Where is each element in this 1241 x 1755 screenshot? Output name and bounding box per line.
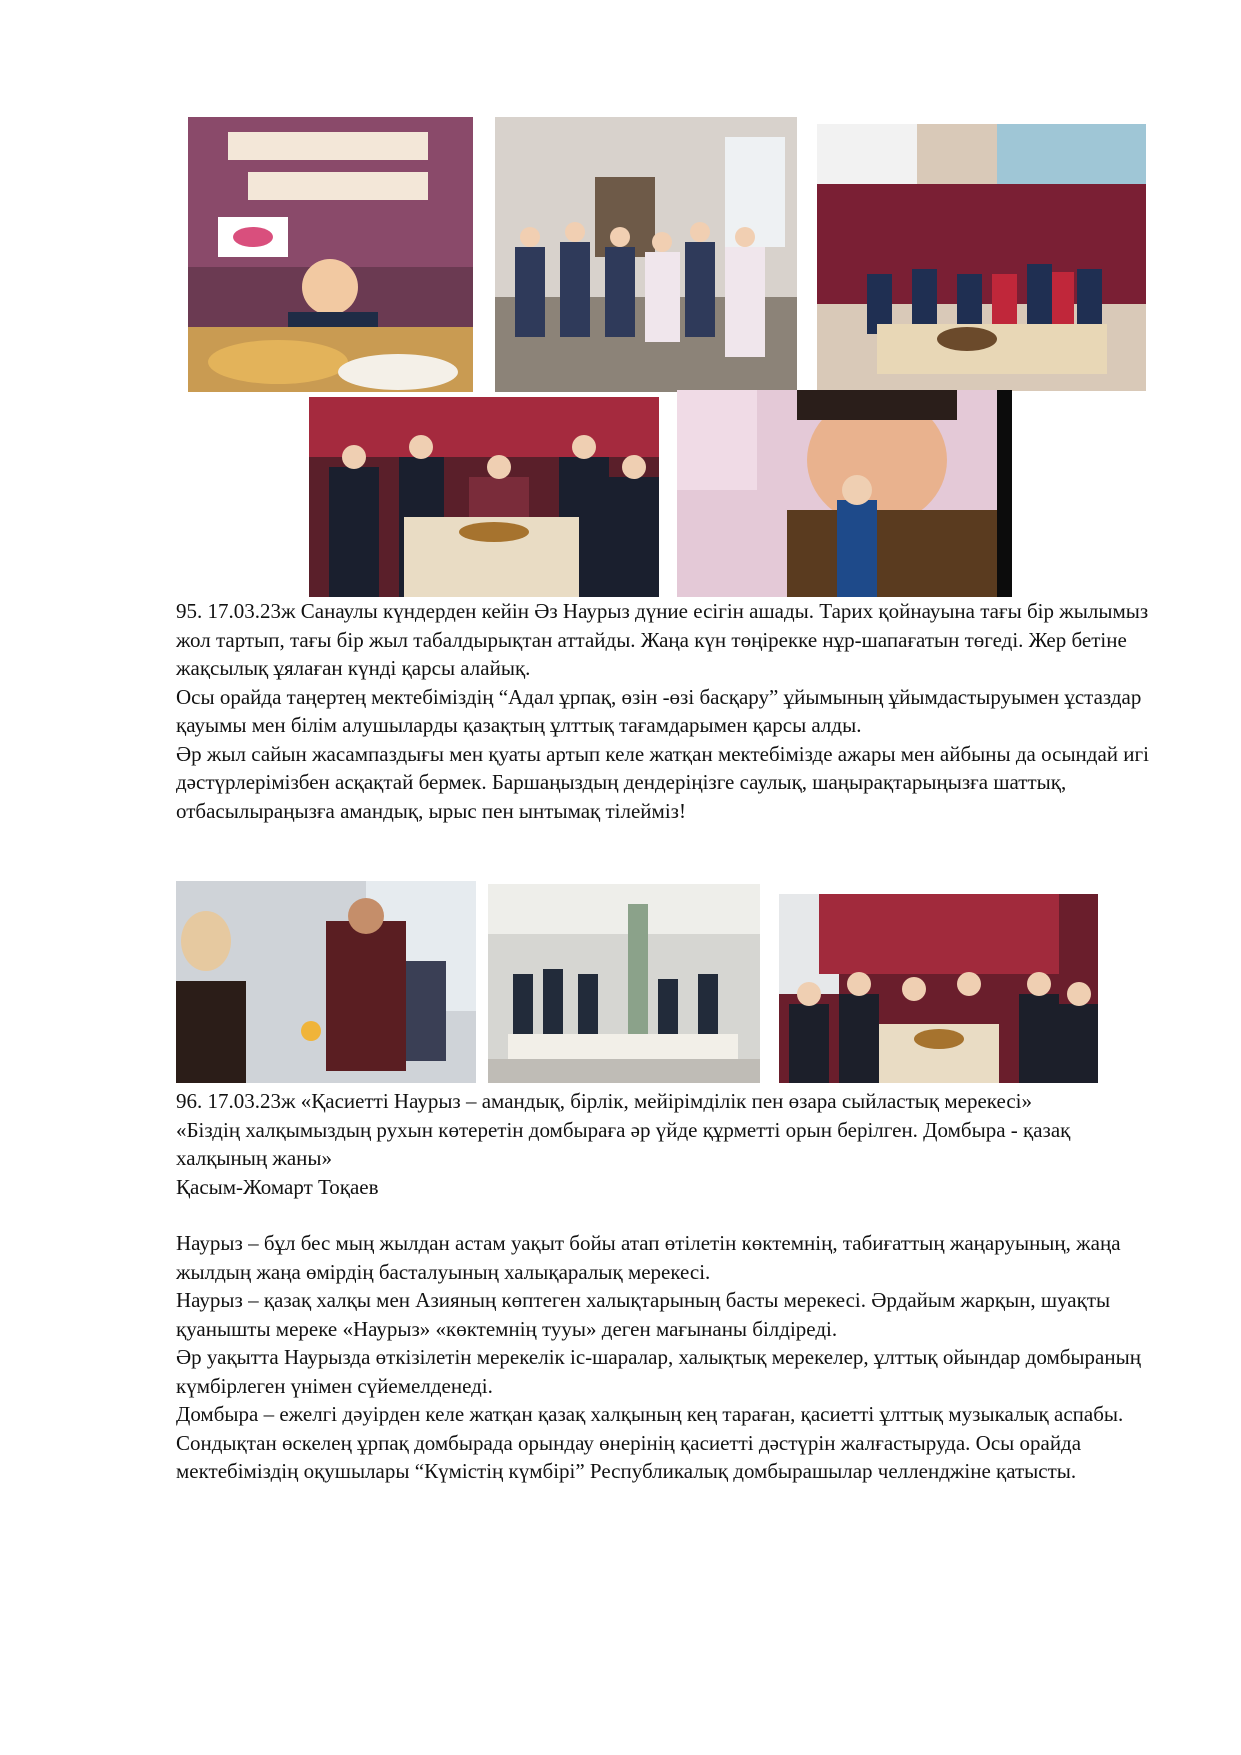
paragraph: Әр жыл сайын жасампаздығы мен қуаты артып келе жатқан мектебімізде ажары мен айбыны да осындай игі дәстүрлерімізбен асқақтай бермек. Баршаңыздың дендеріңізге саулық, шаңырақтарыңызға шаттық, отбасылыраңызға амандық, ырыс пен ынтымақ тілейміз! (176, 741, 1149, 823)
quote-author: Қасым-Жомарт Тоқаев (176, 1174, 379, 1199)
paragraph: Осы орайда таңертең мектебіміздің “Адал ұрпақ, өзін -өзі басқару” ұйымының ұйымдастыруымен ұстаздар қауымы мен білім алушыларды қазақтың ұлттық тағамдарымен қарсы алды. (176, 684, 1142, 737)
photo-children-in-hall (495, 117, 797, 392)
photo-group-yurt-decor (817, 124, 1146, 391)
photo-boy-with-food (188, 117, 473, 392)
paragraph: 96. 17.03.23ж «Қасиетті Наурыз – амандық, бірлік, мейірімділік пен өзара сыйластық мерекесі» (176, 1089, 1032, 1113)
photo-students-yurt (779, 894, 1098, 1083)
photo-man-greeting (176, 881, 476, 1083)
photo-boy-portrait-poster (677, 390, 1012, 597)
paragraph: Наурыз – қазақ халқы мен Азияның көптеген халықтарының басты мерекесі. Әрдайым жарқын, шуақты қуанышты мереке «Наурыз» «көктемнің тууы» деген мағынаны білдіреді. (176, 1288, 1111, 1341)
paragraph: Сондықтан өскелең ұрпақ домбырада орындау өнерінің қасиетті дәстүрін жалғастыруда. Осы орайда мектебіміздің оқушылары “Күмістің күмбірі” Республикалық домбырашылар челленджіне қатысты. (176, 1430, 1082, 1483)
photo-school-hallway (488, 884, 760, 1083)
blank-line (176, 1201, 1156, 1229)
quote: «Біздің халқымыздың рухын көтеретін домбыраға әр үйде құрметті орын берілген. Домбыра - қазақ халқының жаны» (176, 1117, 1071, 1170)
paragraph: 95. 17.03.23ж Санаулы күндерден кейін Әз Наурыз дүние есігін ашады. Тарих қойнауына тағы бір жылымыз жол тартып, тағы бір жыл табалдырықтан аттайды. Жаңа күн төңірекке нұр-шапағатын төгеді. Жер бетіне жақсылық ұялаған күнді қарсы алайық. (176, 599, 1149, 680)
paragraph: Домбыра – ежелгі дәуірден келе жатқан қазақ халқының кең тараған, қасиетті ұлттық музыкалық аспабы. (176, 1402, 1124, 1426)
section-96-text (176, 1087, 1156, 1486)
section-95-text (176, 597, 1156, 825)
photo-students-table (309, 397, 659, 597)
paragraph: Наурыз – бұл бес мың жылдан астам уақыт бойы атап өтілетін көктемнің, табиғаттың жаңаруының, жаңа жылдың жаңа өмірдің басталуының халықаралық мерекесі. (176, 1231, 1121, 1284)
paragraph: Әр уақытта Наурызда өткізілетін мерекелік іс-шаралар, халықтық мерекелер, ұлттық ойындар домбыраның күмбірлеген үнімен сүйемелденеді. (176, 1345, 1141, 1398)
